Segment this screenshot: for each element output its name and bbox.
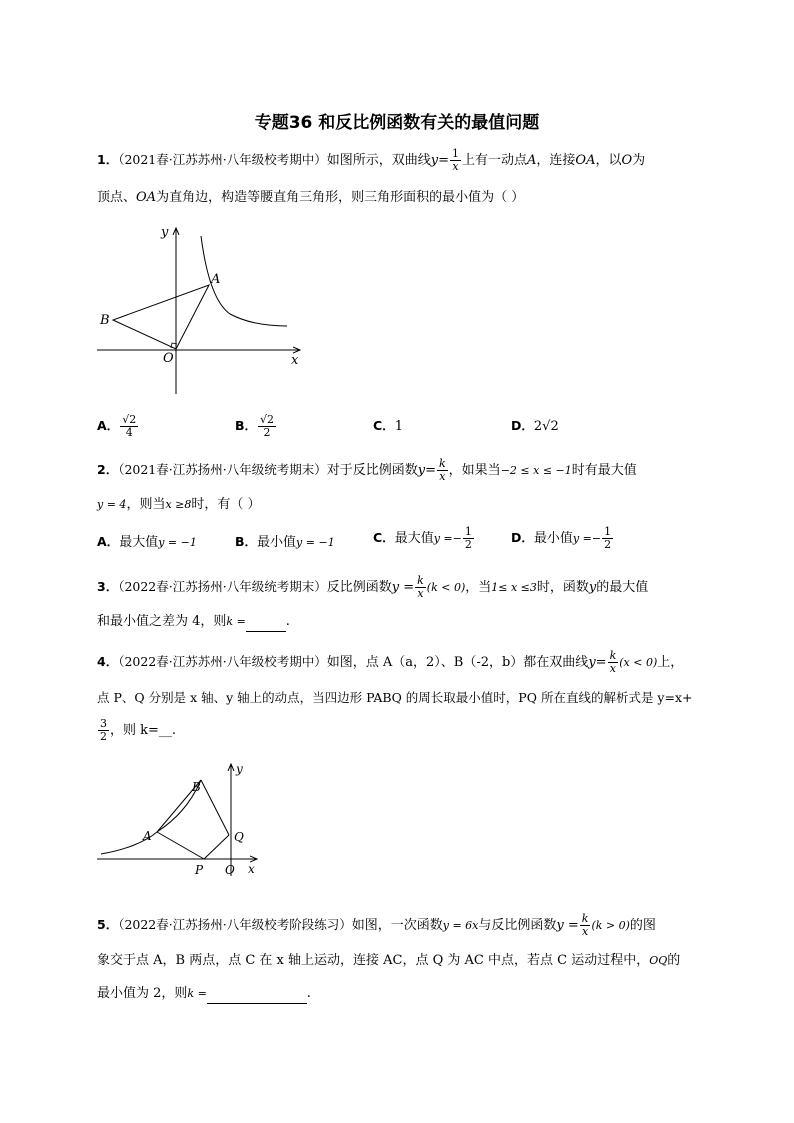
q5-line3 (97, 984, 311, 1004)
q1-label-b: B (100, 313, 110, 328)
q5-line2-end: 的 (667, 953, 681, 968)
q1-line2-rest: 为直角边，构造等腰直角三角形，则三角形面积的最小值为（ ） (156, 190, 525, 205)
q2-option-d-num: 1 (604, 525, 612, 538)
q4-figure (95, 760, 270, 880)
q4-line-qp (204, 835, 229, 859)
q5-line3-a: 最小值为 2，则 (97, 986, 188, 1001)
q2-option-a-letter: A． (97, 534, 120, 549)
q4-text-b: 上， (657, 655, 684, 670)
q3-line1 (97, 575, 648, 600)
q2-line2-b: ，则当 (126, 497, 166, 512)
q3-var-y: y (588, 580, 597, 595)
q2-option-c-den: 2 (464, 538, 472, 551)
q4-label-p: P (195, 863, 204, 877)
q2-option-d-value: y =− (572, 532, 602, 545)
q1-option-a-den: 4 (125, 426, 133, 439)
q1-option-b-num: √2 (260, 413, 275, 426)
q3-range: 1≤ x ≤3 (491, 581, 537, 594)
q2-option-d-label: 最小值 (533, 531, 573, 546)
q3-text-d: 的最大值 (596, 580, 649, 595)
q1-text: 如图所示，双曲线 (326, 153, 431, 168)
q2-option-c-num: 1 (464, 525, 472, 538)
q1-line2-a: 顶点、 (97, 190, 137, 205)
q2-text-b: ，如果当 (448, 463, 501, 478)
q2-option-b-value: y = −1 (296, 536, 335, 549)
q5-answer-blank[interactable] (207, 989, 307, 1004)
q4-label-x: x (248, 862, 255, 876)
q2-option-c-label: 最大值 (394, 531, 434, 546)
q2-frac-den: x (439, 470, 446, 483)
q1-option-a-num: √2 (122, 413, 137, 426)
q1-frac-num: 1 (452, 147, 459, 160)
q4-number: 4． (97, 654, 119, 669)
q1-option-d-value: 2√2 (533, 419, 559, 434)
q2-option-c-frac (463, 526, 474, 551)
q3-answer-blank[interactable] (246, 617, 286, 632)
q1-option-a[interactable] (97, 414, 139, 439)
q2-option-d-frac (602, 526, 613, 551)
q1-fraction (450, 148, 461, 173)
q2-range: −2 ≤ x ≤ −1 (500, 464, 572, 477)
q4-fraction-2 (98, 718, 109, 743)
q4-line-bq (201, 780, 229, 835)
q1-figure (95, 222, 310, 400)
q2-option-b-label: 最小值 (257, 535, 297, 550)
q4-frac-den: x (609, 662, 616, 675)
q1-option-d-letter: D． (511, 418, 534, 433)
q5-number: 5． (97, 917, 119, 932)
q4-line2: 点 P、Q 分别是 x 轴、y 轴上的动点，当四边形 PABQ 的周长取最小值时，PQ 所在直线的解析式是 y=x+ (97, 690, 693, 705)
q5-line1 (97, 913, 656, 938)
q3-line2 (97, 612, 290, 632)
q2-option-a[interactable] (97, 532, 197, 553)
q3-frac-den: x (417, 587, 424, 600)
q2-option-c-value: y =− (433, 532, 462, 545)
q2-option-d-den: 2 (604, 538, 612, 551)
q2-option-c-letter: C． (373, 530, 395, 545)
q2-line2 (97, 495, 261, 515)
q1-var-a: A (527, 153, 537, 168)
q5-line2-text: 象交于点 A，B 两点，点 C 在 x 轴上运动，连接 AC，点 Q 为 AC 中点，若点 C 运动过程中， (97, 953, 650, 968)
q1-option-c-letter: C． (373, 418, 395, 433)
q1-label-x: x (291, 353, 299, 368)
q4-frac2-num: 3 (100, 717, 107, 730)
q1-text-e: 为 (632, 153, 646, 168)
q1-triangle (113, 285, 209, 349)
q2-option-d[interactable] (511, 526, 614, 551)
q2-frac-num: k (439, 457, 446, 470)
q2-option-c[interactable] (373, 526, 475, 551)
q5-cond: (k > 0) (591, 919, 630, 932)
q3-cond: (k < 0) (426, 581, 466, 594)
q4-cond: (x < 0) (619, 656, 658, 669)
q4-source: （2022春·江苏苏州·八年级校考期中） (118, 654, 327, 669)
q5-frac-den: x (581, 925, 589, 938)
q2-number: 2． (97, 462, 119, 477)
q5-fraction (580, 913, 591, 938)
q1-line2 (97, 188, 524, 208)
q2-line2-a: y = 4 (97, 498, 127, 511)
q1-option-b[interactable] (235, 414, 277, 439)
q1-option-b-frac (258, 414, 276, 439)
q3-text-c: 时，函数 (536, 580, 589, 595)
q4-frac2-den: 2 (100, 730, 107, 743)
q3-fraction (415, 575, 426, 600)
q4-text-a: 如图，点 A（a，2）、B（-2，b）都在双曲线 (326, 655, 589, 670)
q3-number: 3． (97, 579, 119, 594)
q5-eq1: y = 6x (442, 919, 479, 932)
q2-fraction (437, 458, 448, 483)
q1-source: （2021春·江苏苏州·八年级校考期中） (118, 152, 327, 167)
q2-eq-sign: = (425, 463, 436, 478)
q1-frac-den: x (452, 160, 459, 173)
q5-line3-end: . (306, 986, 311, 1001)
q2-option-a-value: y = −1 (158, 536, 197, 549)
q1-eq-y: y (430, 153, 439, 168)
q2-eq-y: y (417, 463, 426, 478)
q1-option-b-den: 2 (263, 426, 271, 439)
q5-text-c: 的图 (629, 918, 656, 933)
q4-line-pa (157, 832, 204, 859)
q1-number: 1． (97, 152, 119, 167)
q2-source: （2021春·江苏扬州·八年级统考期末） (118, 462, 327, 477)
q1-var-oa: OA (575, 153, 596, 168)
q1-option-a-frac (120, 414, 138, 439)
q2-option-d-letter: D． (511, 530, 534, 545)
q1-line2-var: OA (136, 190, 157, 205)
q3-line2-a: 和最小值之差为 4，则 (97, 614, 227, 629)
q2-text-c: 时有最大值 (571, 463, 637, 478)
q5-line2 (97, 951, 680, 971)
q3-text-b: ，当 (465, 580, 492, 595)
q3-line2-end: . (285, 614, 290, 629)
page-title: 专题36 和反比例函数有关的最值问题 (254, 113, 540, 133)
q1-label-y: y (161, 225, 169, 240)
q3-text-a: 反比例函数 (326, 580, 392, 595)
q2-option-b-letter: B． (235, 534, 258, 549)
q4-label-b: B (192, 780, 201, 794)
q1-eq-sign: = (438, 153, 449, 168)
q3-source: （2022春·江苏扬州·八年级统考期末） (118, 579, 327, 594)
q1-option-c-value: 1 (394, 419, 403, 434)
q1-option-d[interactable] (511, 416, 559, 437)
q5-source: （2022春·江苏扬州·八年级校考阶段练习） (118, 917, 352, 932)
q1-line1 (97, 148, 645, 173)
q5-frac-num: k (581, 912, 589, 925)
q4-fraction (608, 650, 619, 675)
q1-option-b-letter: B． (235, 418, 258, 433)
q3-frac-num: k (417, 574, 424, 587)
q4-line1 (97, 650, 683, 675)
q1-text-d: ，以 (595, 153, 622, 168)
q1-option-a-letter: A． (97, 418, 120, 433)
q1-label-a: A (211, 272, 221, 287)
q5-line2-var: OQ (649, 954, 668, 967)
q1-text-b: 上有一动点 (462, 153, 528, 168)
q1-option-c[interactable] (373, 416, 403, 437)
q3-line2-var: k = (226, 615, 246, 628)
q2-option-a-label: 最大值 (119, 535, 159, 550)
q1-var-o: O (621, 153, 633, 168)
q4-label-a: A (143, 829, 152, 843)
q4-label-o: O (225, 863, 235, 877)
q5-eq-y: y = (556, 918, 579, 933)
q2-line2-c: x ≥8 (165, 498, 192, 511)
q1-text-c: ，连接 (536, 153, 576, 168)
q4-eq-y: y= (588, 655, 607, 670)
q2-line2-d: 时，有（ ） (191, 497, 261, 512)
q4-frac-num: k (609, 649, 617, 662)
q1-label-o: O (163, 351, 174, 366)
q2-line1 (97, 458, 637, 483)
q4-line3-text: ，则 k=__. (110, 723, 177, 738)
q5-text-b: 与反比例函数 (478, 918, 557, 933)
q3-eq-y: y = (391, 580, 415, 595)
q5-text-a: 如图，一次函数 (351, 918, 443, 933)
q4-line3 (97, 718, 176, 743)
q4-label-y: y (236, 762, 243, 776)
q2-option-b[interactable] (235, 532, 335, 553)
q2-text-a: 对于反比例函数 (326, 463, 418, 478)
q4-label-q: Q (234, 830, 244, 844)
q5-line3-var: k = (187, 987, 207, 1000)
